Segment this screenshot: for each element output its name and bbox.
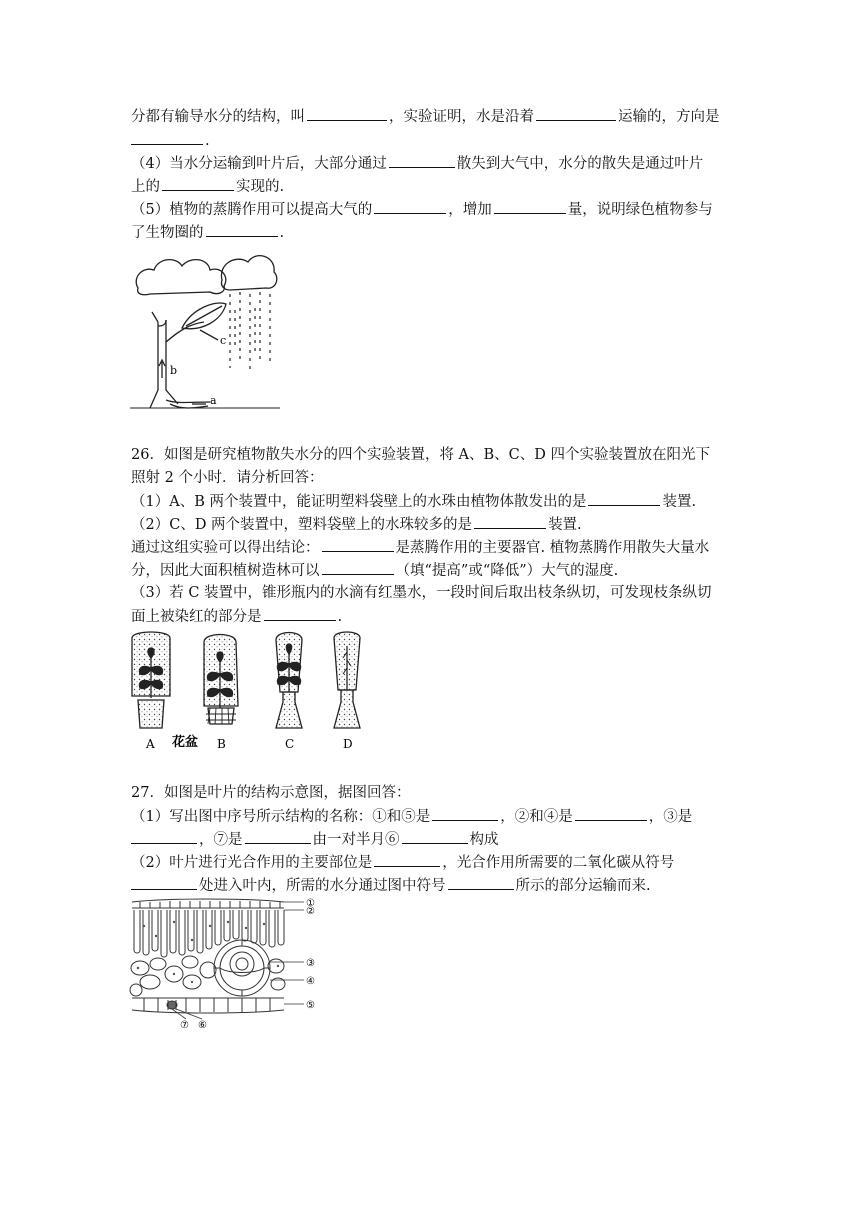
text: （3）若 C 装置中，锥形瓶内的水滴有红墨水，一段时间后取出枝条纵切，可发现枝条纵切 <box>131 585 712 601</box>
label-flowerpot: 花盆 <box>172 735 199 750</box>
text: （1）写出图中序号所示结构的名称：①和⑤是 <box>131 809 431 825</box>
q26-conclusion-line-1 <box>131 537 709 558</box>
text: （1）A、B 两个装置中，能证明塑料袋壁上的水珠由植物体散发出的是 <box>131 494 587 510</box>
transpiration-cycle-figure <box>130 250 280 412</box>
text: （4）当水分运输到叶片后，大部分通过 <box>131 156 387 172</box>
q26-stem-line-2 <box>131 468 323 488</box>
q25-part4-line-2 <box>131 176 284 197</box>
text: 27．如图是叶片的结构示意图，据图回答： <box>131 785 411 801</box>
text: ，⑦是 <box>199 832 243 848</box>
text: . <box>205 133 210 149</box>
text: 是蒸腾作用的主要器官. 植物蒸腾作用散失大量水 <box>395 540 710 556</box>
text: 构成 <box>469 832 499 848</box>
text: 分，因此大面积植树造林可以 <box>131 563 320 579</box>
answer-blank[interactable] <box>322 537 394 552</box>
text: . <box>337 609 343 625</box>
text: 处进入叶内，所需的水分通过图中符号 <box>199 878 446 894</box>
q25-part5-line-2 <box>131 222 284 243</box>
text: ，光合作用所需要的二氧化碳从符号 <box>442 855 675 871</box>
answer-blank[interactable] <box>131 130 203 145</box>
label-B: B <box>217 737 226 751</box>
label-5: ⑤ <box>306 1000 315 1011</box>
answer-blank[interactable] <box>307 106 387 121</box>
q26-part2 <box>131 514 582 535</box>
q27-part2-line-1 <box>131 852 674 873</box>
q26-conclusion-line-2 <box>131 560 618 581</box>
q27-stem <box>131 783 410 803</box>
text: ，增加 <box>448 202 492 218</box>
label-2: ② <box>306 906 315 917</box>
label-4: ④ <box>306 976 315 987</box>
label-C: C <box>285 737 295 751</box>
text: 面上被染红的部分是 <box>131 609 262 625</box>
text: （填“提高”或“降低”）大气的湿度. <box>395 563 619 579</box>
answer-blank[interactable] <box>448 875 514 890</box>
q26-part3-line-2 <box>131 606 342 627</box>
label-b: b <box>170 364 178 377</box>
text: 由一对半月⑥ <box>312 832 400 848</box>
text: 上的 <box>131 179 160 195</box>
text: 实现的. <box>236 179 285 195</box>
label-6: ⑥ <box>198 1020 207 1030</box>
answer-blank[interactable] <box>264 606 336 621</box>
text: 所示的部分运输而来. <box>515 878 651 894</box>
text: （2）C、D 两个装置中，塑料袋壁上的水珠较多的是 <box>131 517 473 533</box>
q25-line-2 <box>131 130 210 151</box>
answer-blank[interactable] <box>494 199 566 214</box>
leaf-cross-section-figure <box>128 896 322 1030</box>
answer-blank[interactable] <box>322 560 394 575</box>
label-a: a <box>210 394 217 407</box>
text: 装置. <box>548 517 582 533</box>
label-c: c <box>220 334 227 347</box>
answer-blank[interactable] <box>131 875 197 890</box>
q26-part3-line-1 <box>131 583 712 603</box>
text: 照射 2 个小时．请分析回答： <box>131 470 324 486</box>
label-D: D <box>343 737 353 751</box>
text: 26．如图是研究植物散失水分的四个实验装置，将 A、B、C、D 四个实验装置放在阳光下 <box>131 447 711 463</box>
q27-part2-line-2 <box>131 875 651 896</box>
answer-blank[interactable] <box>536 106 616 121</box>
text: ，②和④是 <box>500 809 573 825</box>
q26-part1 <box>131 491 696 512</box>
q26-stem-line-1 <box>131 445 710 465</box>
text: 了生物圈的 <box>131 225 204 241</box>
answer-blank[interactable] <box>575 806 647 821</box>
answer-blank[interactable] <box>206 222 278 237</box>
text: ，实验证明，水是沿着 <box>389 109 534 125</box>
text: 通过这组实验可以得出结论： <box>131 540 320 556</box>
text: （2）叶片进行光合作用的主要部位是 <box>131 855 373 871</box>
text: 散失到大气中，水分的散失是通过叶片 <box>456 156 704 172</box>
answer-blank[interactable] <box>588 491 660 506</box>
q27-part1-line-2 <box>131 829 499 850</box>
text: . <box>279 225 285 241</box>
q25-part5-line-1 <box>131 199 713 220</box>
text: 量，说明绿色植物参与 <box>567 202 713 218</box>
answer-blank[interactable] <box>389 153 455 168</box>
text: （5）植物的蒸腾作用可以提高大气的 <box>131 202 373 218</box>
answer-blank[interactable] <box>374 199 446 214</box>
text: 运输的，方向是 <box>618 109 720 125</box>
label-7: ⑦ <box>180 1020 189 1030</box>
q27-part1-line-1 <box>131 806 692 827</box>
text: ，③是 <box>648 809 693 825</box>
label-3: ③ <box>306 958 315 969</box>
q25-part4-line-1 <box>131 153 703 174</box>
answer-blank[interactable] <box>432 806 498 821</box>
answer-blank[interactable] <box>131 829 197 844</box>
answer-blank[interactable] <box>402 829 468 844</box>
text: 分都有输导水分的结构，叫 <box>131 109 305 125</box>
q25-line-1 <box>131 106 720 127</box>
answer-blank[interactable] <box>474 514 546 529</box>
answer-blank[interactable] <box>245 829 311 844</box>
label-1: ① <box>306 898 315 909</box>
label-A: A <box>146 737 155 751</box>
answer-blank[interactable] <box>162 176 234 191</box>
text: 装置. <box>662 494 697 510</box>
answer-blank[interactable] <box>374 852 440 867</box>
experiment-setups-figure <box>128 628 374 756</box>
